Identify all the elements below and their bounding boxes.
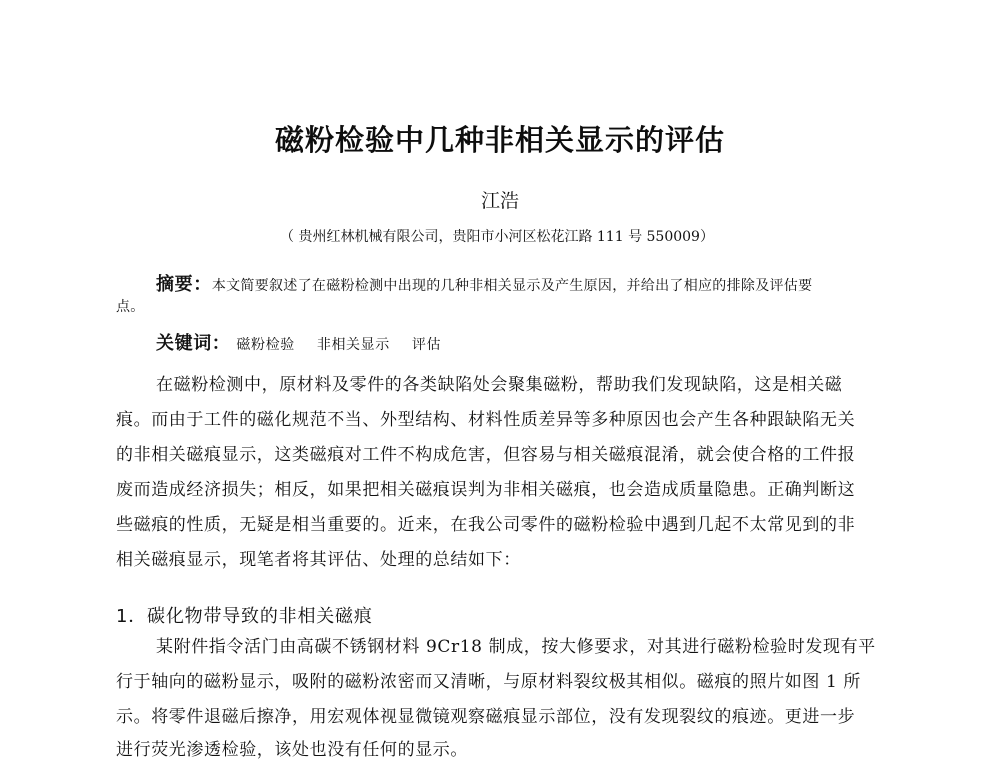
abstract-text-2: 点。 bbox=[116, 299, 145, 315]
keywords-label: 关键词： bbox=[156, 333, 231, 354]
intro-line: 废而造成经济损失；相反，如果把相关磁痕误判为非相关磁痕，也会造成质量隐患。正确判断这 bbox=[116, 480, 856, 500]
section-heading: 1．碳化物带导致的非相关磁痕 bbox=[116, 606, 373, 627]
intro-line: 相关磁痕显示，现笔者将其评估、处理的总结如下： bbox=[116, 550, 521, 570]
intro-line: 在磁粉检测中，原材料及零件的各类缺陷处会聚集磁粉，帮助我们发现缺陷，这是相关磁 bbox=[156, 375, 843, 395]
abstract-label: 摘要： bbox=[156, 274, 212, 295]
keyword-item: 非相关显示 bbox=[316, 337, 390, 353]
paper-title: 磁粉检验中几种非相关显示的评估 bbox=[274, 123, 725, 157]
author-name: 江浩 bbox=[480, 190, 519, 212]
section-line: 行于轴向的磁粉显示，吸附的磁粉浓密而又清晰，与原材料裂纹极其相似。磁痕的照片如图 1 所 bbox=[116, 672, 862, 692]
abstract-text-1: 本文简要叙述了在磁粉检测中出现的几种非相关显示及产生原因，并给出了相应的排除及评估要 bbox=[211, 278, 813, 294]
keyword-item: 磁粉检验 bbox=[236, 337, 295, 353]
intro-line: 的非相关磁痕显示，这类磁痕对工件不构成危害，但容易与相关磁痕混淆，就会使合格的工件报 bbox=[116, 445, 856, 465]
abstract-line-1 bbox=[156, 270, 896, 296]
author-affiliation: （ 贵州红林机械有限公司，贵阳市小河区松花江路 111 号 550009） bbox=[280, 229, 714, 245]
keyword-item: 评估 bbox=[411, 337, 442, 353]
section-line: 进行荧光渗透检验，该处也没有任何的显示。 bbox=[116, 740, 468, 760]
keywords-line bbox=[156, 329, 896, 355]
intro-line: 些磁痕的性质，无疑是相当重要的。近来，在我公司零件的磁粉检验中遇到几起不太常见到的非 bbox=[116, 515, 856, 535]
abstract-line-2 bbox=[116, 296, 896, 316]
section-line: 某附件指令活门由高碳不锈钢材料 9Cr18 制成，按大修要求，对其进行磁粉检验时发现有平 bbox=[156, 637, 876, 657]
section-line: 示。将零件退磁后擦净，用宏观体视显微镜观察磁痕显示部位，没有发现裂纹的痕迹。更进一步 bbox=[116, 707, 856, 727]
intro-line: 痕。而由于工件的磁化规范不当、外型结构、材料性质差异等多种原因也会产生各种跟缺陷无关 bbox=[116, 410, 856, 430]
